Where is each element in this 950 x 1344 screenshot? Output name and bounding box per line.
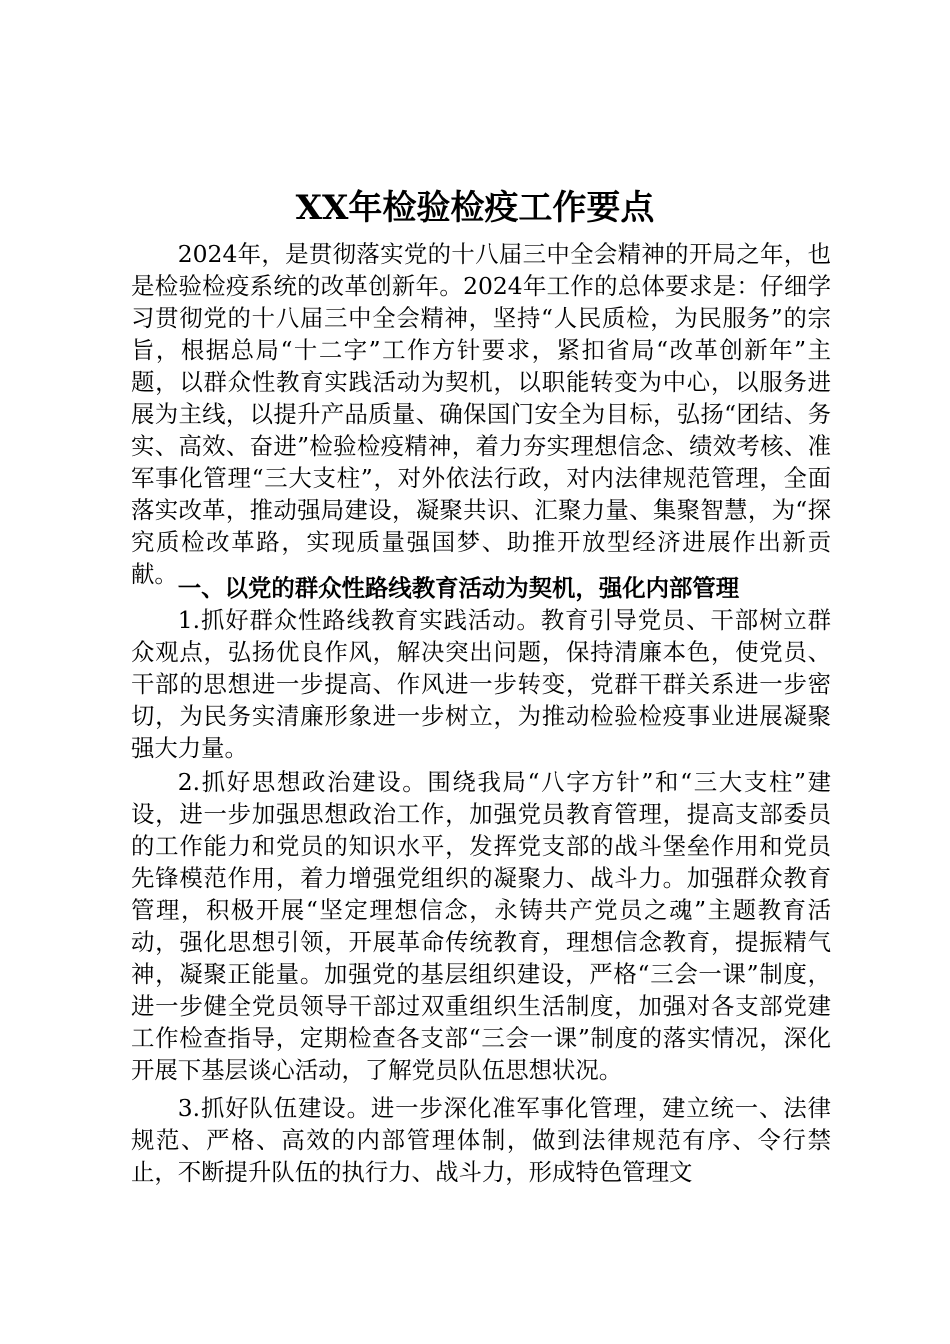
section-heading: 一、以党的群众性路线教育活动为契机，强化内部管理	[177, 574, 740, 602]
item-paragraph-1: 1.抓好群众性路线教育实践活动。教育引导党员、干部树立群众观点，弘扬优良作风，解决突出问题，保持清廉本色，使党员、干部的思想进一步提高、作风进一步转变，党群干群关系进一步密切，为民务实清廉形象进一步树立，为推动检验检疫事业进展凝聚强大力量。	[131, 606, 831, 762]
document-title: XX年检验检疫工作要点	[295, 188, 655, 228]
intro-paragraph: 2024年，是贯彻落实党的十八届三中全会精神的开局之年，也是检验检疫系统的改革创新年。2024年工作的总体要求是：仔细学习贯彻党的十八届三中全会精神，坚持“人民质检，为民服务”的宗旨，根据总局“十二字”工作方针要求，紧扣省局“改革创新年”主题，以群众性教育实践活动为契机，以职能转变为中心，以服务进展为主线，以提升产品质量、确保国门安全为目标，弘扬“团结、务实、高效、奋进”检验检疫精神，着力夯实理想信念、绩效考核、准军事化管理“三大支柱”，对外依法行政，对内法律规范管理，全面落实改革，推动强局建设，凝聚共识、汇聚力量、集聚智慧，为“探究质检改革路，实现质量强国梦、助推开放型经济进展作出新贡献。	[131, 240, 831, 588]
item-paragraph-2: 2.抓好思想政治建设。围绕我局“八字方针”和“三大支柱”建设，进一步加强思想政治工作，加强党员教育管理，提高支部委员的工作能力和党员的知识水平，发挥党支部的战斗堡垒作用和党员先锋模范作用，着力增强党组织的凝聚力、战斗力。加强群众教育管理，积极开展“坚定理想信念，永铸共产党员之魂”主题教育活动，强化思想引领，开展革命传统教育，理想信念教育，提振精气神，凝聚正能量。加强党的基层组织建设，严格“三会一课”制度，进一步健全党员领导干部过双重组织生活制度，加强对各支部党建工作检查指导，定期检查各支部“三会一课”制度的落实情况，深化开展下基层谈心活动，了解党员队伍思想状况。	[131, 768, 831, 1084]
item-paragraph-3: 3.抓好队伍建设。进一步深化准军事化管理，建立统一、法律规范、严格、高效的内部管理体制，做到法律规范有序、令行禁止，不断提升队伍的执行力、战斗力，形成特色管理文	[131, 1094, 831, 1186]
